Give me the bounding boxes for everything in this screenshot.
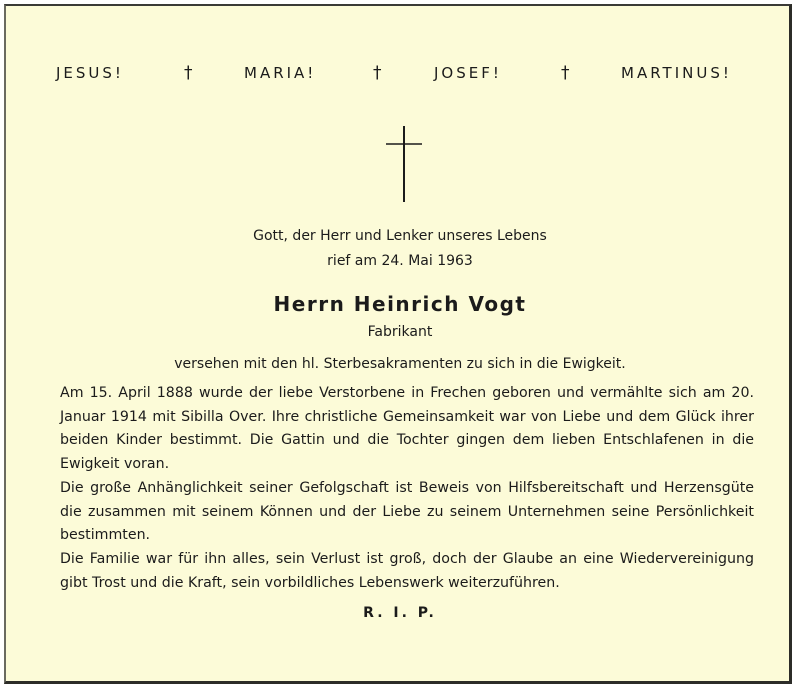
dagger-icon: † [184, 63, 193, 83]
intro-line-1: Gott, der Herr und Lenker unseres Lebens [253, 228, 547, 244]
closing-rip: R. I. P. [363, 605, 437, 621]
dagger-icon: † [561, 63, 570, 83]
intro-line-2: rief am 24. Mai 1963 [327, 253, 473, 269]
memorial-card [4, 4, 792, 684]
paragraph-biography: Am 15. April 1888 wurde der liebe Verstorbene in Frechen geboren und vermählte sich am 20. Januar 1914 mit Sibilla Over. Ihre christliche Gemeinsamkeit war von Liebe und dem Glück ihrer beiden Kinder bestimmt. Die Gattin und die Tochter gingen dem lieben Entschlafenen in die Ewigkeit voran. [60, 385, 754, 472]
dagger-icon: † [373, 63, 382, 83]
paragraph-family: Die Familie war für ihn alles, sein Verlust ist groß, doch der Glaube an eine Wiedervereinigung gibt Trost und die Kraft, sein vorbildliches Lebenswerk weiterzuführen. [60, 551, 754, 591]
deceased-profession: Fabrikant [367, 324, 433, 340]
header-name-josef: JOSEF! [434, 64, 502, 82]
deceased-name: Herrn Heinrich Vogt [273, 292, 527, 316]
paragraph-character: Die große Anhänglichkeit seiner Gefolgschaft ist Beweis von Hilfsbereitschaft und Herzensgüte die zusammen mit seinem Können und der Liebe zu seinem Unternehmen seine Persönlichkeit bestimmten. [60, 480, 754, 543]
header-name-martinus: MARTINUS! [621, 64, 732, 82]
header-invocation [56, 64, 756, 94]
header-name-jesus: JESUS! [56, 64, 124, 82]
header-name-maria: MARIA! [244, 64, 317, 82]
sacraments-line: versehen mit den hl. Sterbesakramenten zu sich in die Ewigkeit. [174, 356, 626, 372]
latin-cross-icon [384, 124, 424, 204]
